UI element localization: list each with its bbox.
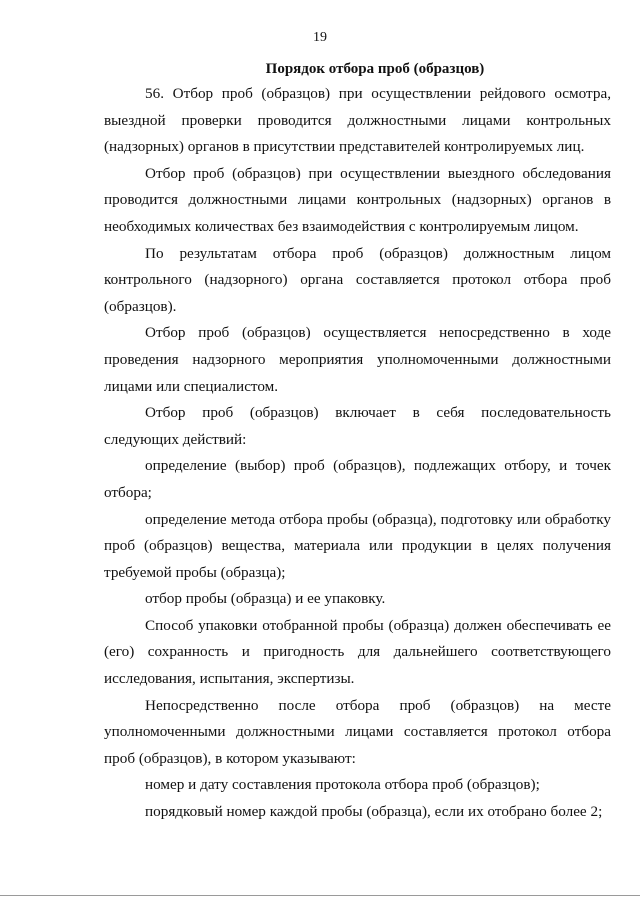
- document-body: [104, 81, 611, 826]
- paragraph: Отбор проб (образцов) при осуществлении выездного обследования проводится должностными лицами контрольных (надзорных) органов в необходимых количествах без взаимодействия с контролируемым лицом.: [104, 164, 611, 235]
- list-item: номер и дату составления протокола отбора проб (образцов);: [145, 776, 540, 794]
- paragraph: По результатам отбора проб (образцов) должностным лицом контрольного (надзорного) органа составляется протокол отбора проб (образцов).: [104, 244, 611, 315]
- paragraph: 56. Отбор проб (образцов) при осуществлении рейдового осмотра, выездной проверки проводится должностными лицами контрольных (надзорных) органов в присутствии представителей контролируемых лиц.: [104, 85, 611, 156]
- section-title: Порядок отбора проб (образцов): [265, 61, 485, 77]
- list-item: определение метода отбора пробы (образца), подготовку или обработку проб (образцов) вещества, материала или продукции в целях получения требуемой пробы (образца);: [104, 510, 611, 581]
- paragraph: Отбор проб (образцов) включает в себя последовательность следующих действий:: [104, 404, 611, 448]
- paragraph: Непосредственно после отбора проб (образцов) на месте уполномоченными должностными лицами составляется протокол отбора проб (образцов), в котором указывают:: [104, 696, 611, 767]
- list-item: порядковый номер каждой пробы (образца), если их отобрано более 2;: [145, 803, 603, 821]
- footer-divider: [0, 895, 640, 896]
- list-item: отбор пробы (образца) и ее упаковку.: [145, 590, 386, 608]
- list-item: определение (выбор) проб (образцов), подлежащих отбору, и точек отбора;: [104, 457, 611, 501]
- paragraph: Способ упаковки отобранной пробы (образца) должен обеспечивать ее (его) сохранность и пригодность для дальнейшего соответствующего исследования, испытания, экспертизы.: [104, 616, 611, 688]
- page-number: 19: [313, 30, 327, 45]
- paragraph: Отбор проб (образцов) осуществляется непосредственно в ходе проведения надзорного мероприятия уполномоченными должностными лицами или специалистом.: [104, 324, 611, 395]
